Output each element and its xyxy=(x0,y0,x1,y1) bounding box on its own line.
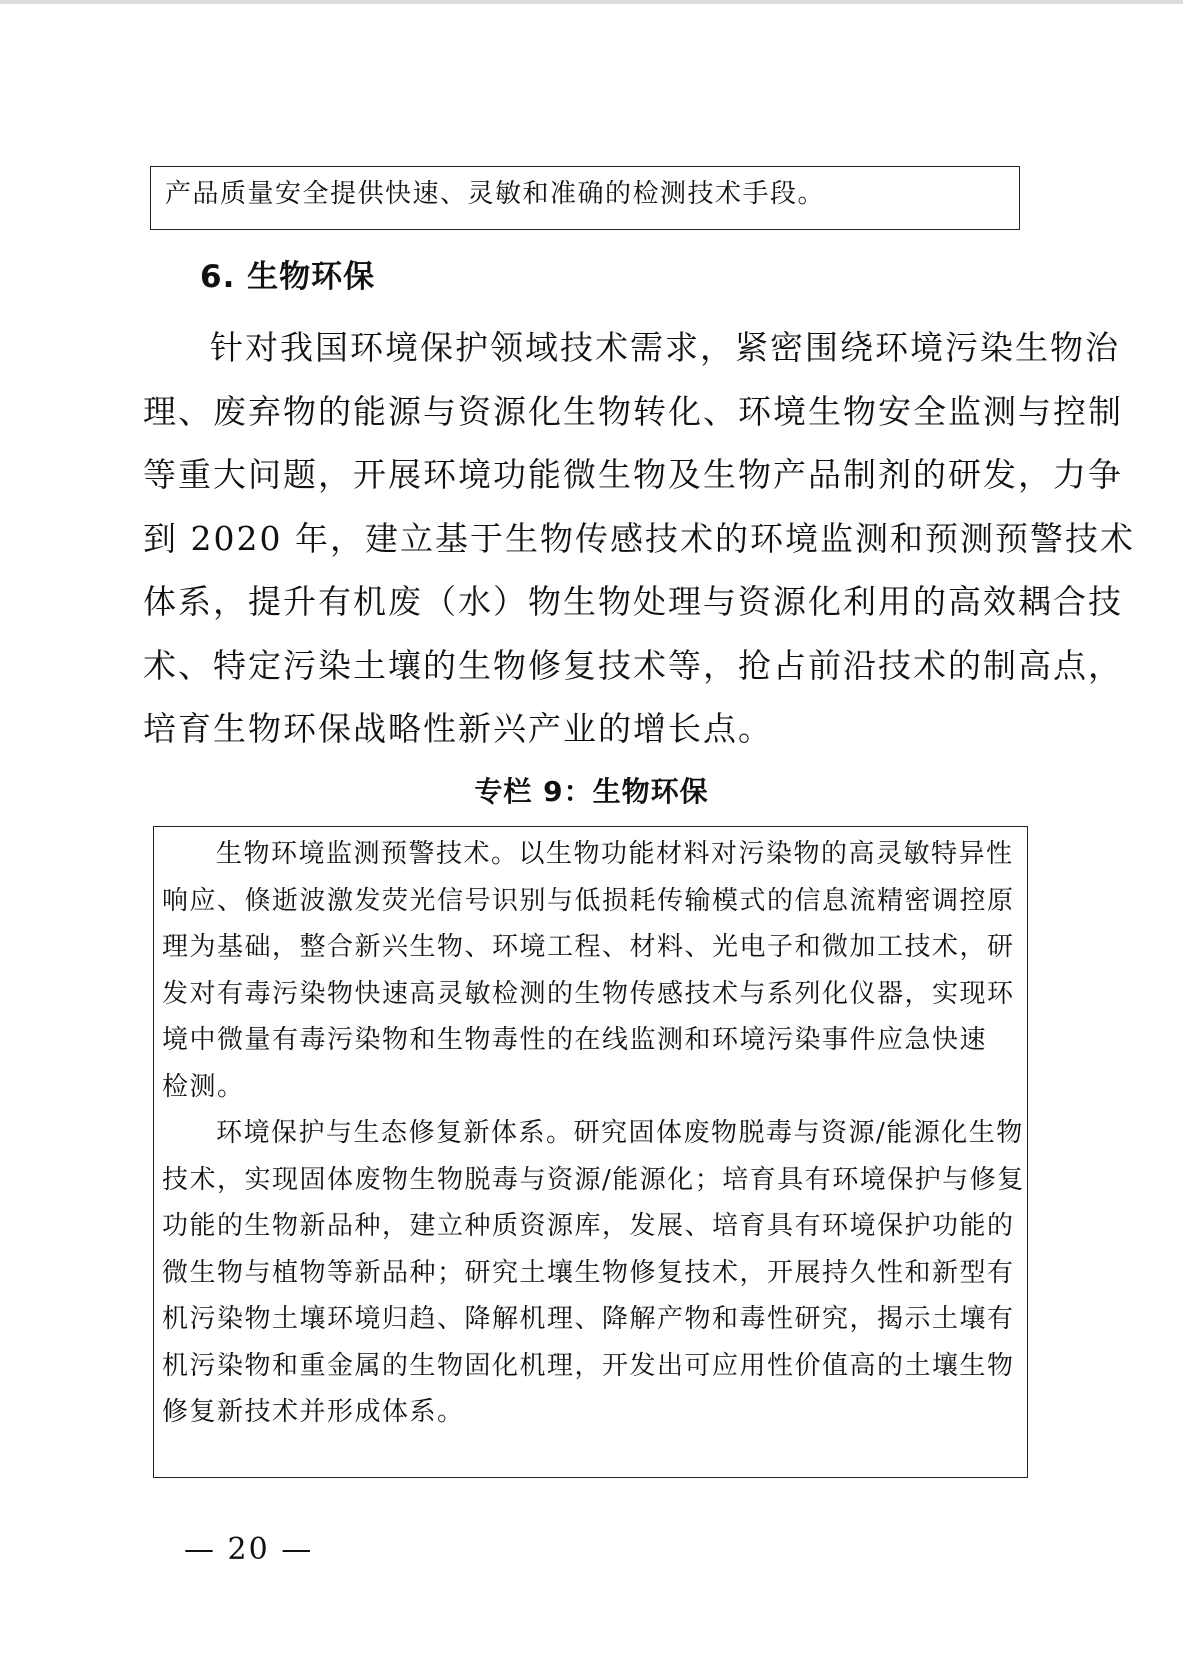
page-number: — 20 — xyxy=(184,1532,314,1567)
paragraph-line: 理、废弃物的能源与资源化生物转化、环境生物安全监测与控制 xyxy=(143,391,1123,431)
paragraph-line: 体系，提升有机废（水）物生物处理与资源化利用的高效耦合技 xyxy=(143,582,1123,621)
column-box xyxy=(153,826,1028,1478)
column-paragraph-monitoring xyxy=(162,831,1017,1110)
section-paragraph xyxy=(143,316,1135,761)
column-line: 发对有毒污染物快速高灵敏检测的生物传感技术与系列化仪器，实现环 xyxy=(162,978,1015,1009)
column-line: 功能的生物新品种，建立种质资源库，发展、培育具有环境保护功能的 xyxy=(162,1211,1015,1241)
column-title: 专栏 9：生物环保 xyxy=(474,775,709,808)
paragraph-line: 培育生物环保战略性新兴产业的增长点。 xyxy=(143,709,773,748)
paragraph-line: 针对我国环境保护领域技术需求，紧密围绕环境污染生物治 xyxy=(210,328,1120,367)
column-line: 机污染物和重金属的生物固化机理，开发出可应用性价值高的土壤生物 xyxy=(162,1350,1015,1381)
column-line: 微生物与植物等新品种；研究土壤生物修复技术，开展持久性和新型有 xyxy=(162,1257,1015,1288)
paragraph-line: 到 2020 年，建立基于生物传感技术的环境监测和预测预警技术 xyxy=(143,518,1135,558)
column-line: 生物环境监测预警技术。以生物功能材料对污染物的高灵敏特异性 xyxy=(216,839,1014,869)
paragraph-line: 术、特定污染土壤的生物修复技术等，抢占前沿技术的制高点， xyxy=(143,645,1123,685)
column-line: 理为基础，整合新兴生物、环境工程、材料、光电子和微加工技术，研 xyxy=(162,932,1015,962)
column-line: 响应、倏逝波激发荧光信号识别与低损耗传输模式的信息流精密调控原 xyxy=(162,885,1015,916)
column-line: 技术，实现固体废物生物脱毒与资源/能源化；培育具有环境保护与修复 xyxy=(162,1164,1025,1195)
previous-column-text: 产品质量安全提供快速、灵敏和准确的检测技术手段。 xyxy=(165,179,826,209)
column-line: 机污染物土壤环境归趋、降解机理、降解产物和毒性研究，揭示土壤有 xyxy=(162,1304,1015,1334)
column-line: 修复新技术并形成体系。 xyxy=(162,1397,465,1427)
column-line: 检测。 xyxy=(162,1071,245,1102)
column-line: 境中微量有毒污染物和生物毒性的在线监测和环境污染事件应急快速 xyxy=(162,1025,988,1055)
column-line: 环境保护与生态修复新体系。研究固体废物脱毒与资源/能源化生物 xyxy=(216,1118,1024,1148)
previous-column-box xyxy=(150,166,1020,230)
page-top-edge xyxy=(0,0,1183,4)
paragraph-line: 等重大问题，开展环境功能微生物及生物产品制剂的研发，力争 xyxy=(143,455,1123,494)
section-heading: 6. 生物环保 xyxy=(200,259,376,295)
column-paragraph-remediation xyxy=(162,1110,1025,1436)
